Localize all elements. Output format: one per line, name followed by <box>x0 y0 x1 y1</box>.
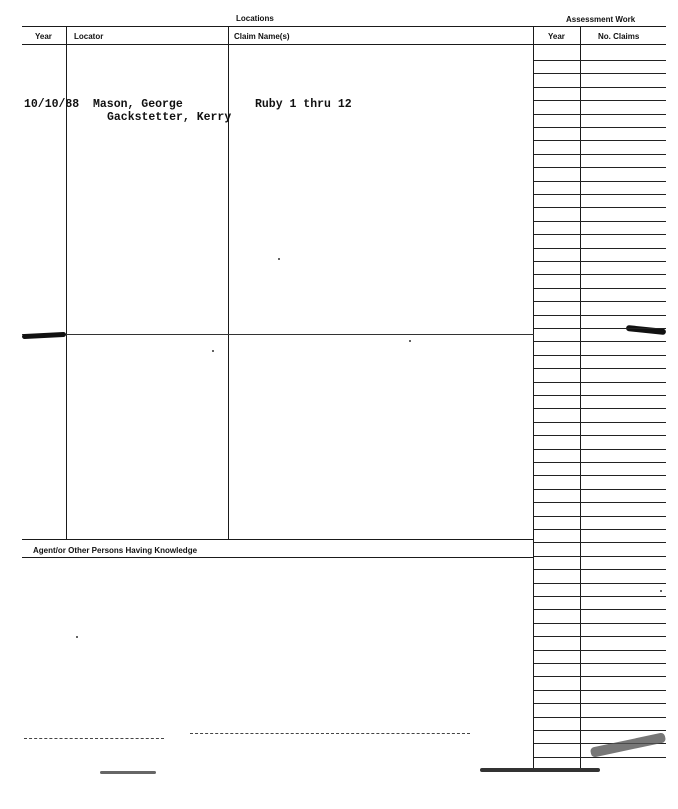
assessment-ruled-line <box>534 730 666 731</box>
col-header-assessment-year: Year <box>548 32 565 41</box>
scan-speck <box>212 350 214 352</box>
scan-noise-smear <box>100 771 156 774</box>
assessment-ruled-line <box>534 181 666 182</box>
assessment-ruled-line <box>534 663 666 664</box>
col-header-no-claims: No. Claims <box>598 32 640 41</box>
locations-title: Locations <box>236 14 274 23</box>
assessment-ruled-line <box>534 623 666 624</box>
assessment-ruled-line <box>534 542 666 543</box>
assessment-ruled-line <box>534 757 666 758</box>
scan-speck <box>409 340 411 342</box>
assessment-ruled-line <box>534 636 666 637</box>
assessment-ruled-line <box>534 261 666 262</box>
assessment-ruled-line <box>534 382 666 383</box>
assessment-ruled-line <box>534 596 666 597</box>
header-top-rule <box>22 26 666 27</box>
assessment-ruled-line <box>534 315 666 316</box>
assessment-ruled-line <box>534 690 666 691</box>
scan-noise-dashed-line <box>190 733 470 735</box>
assessment-ruled-line <box>534 127 666 128</box>
assessment-ruled-line <box>534 422 666 423</box>
header-bottom-rule <box>22 44 666 45</box>
assessment-ruled-line <box>534 355 666 356</box>
assessment-ruled-line <box>534 583 666 584</box>
assessment-work-title: Assessment Work <box>566 15 636 24</box>
assessment-ruled-line <box>534 114 666 115</box>
assessment-ruled-line <box>534 395 666 396</box>
assessment-ruled-line <box>534 449 666 450</box>
assessment-ruled-line <box>534 703 666 704</box>
assessment-ruled-line <box>534 288 666 289</box>
assessment-ruled-line <box>534 650 666 651</box>
col-header-locator: Locator <box>74 32 104 41</box>
assessment-ruled-line <box>534 516 666 517</box>
record-locator-1: Mason, George <box>93 98 183 111</box>
scan-noise-smear <box>590 732 666 758</box>
col-header-year: Year <box>35 32 52 41</box>
assessment-ruled-line <box>534 301 666 302</box>
record-year: 10/10/88 <box>24 98 80 111</box>
assessment-ruled-line <box>534 274 666 275</box>
assessment-ruled-line <box>534 609 666 610</box>
assessment-ruled-line <box>534 100 666 101</box>
scan-speck <box>76 636 78 638</box>
assessment-ruled-line <box>534 248 666 249</box>
assessment-ruled-line <box>534 328 666 329</box>
assessment-ruled-line <box>534 73 666 74</box>
scan-speck <box>278 258 280 260</box>
assessment-ruled-line <box>534 435 666 436</box>
assessment-ruled-line <box>534 368 666 369</box>
scan-speck <box>660 590 662 592</box>
divider-assess-year-count <box>580 26 581 772</box>
assessment-ruled-line <box>534 341 666 342</box>
divider-claims-assessment <box>533 26 534 772</box>
locations-mid-rule <box>22 334 534 335</box>
assessment-ruled-line <box>534 194 666 195</box>
col-header-claim-names: Claim Name(s) <box>234 32 290 41</box>
locations-bottom-rule <box>22 539 534 540</box>
assessment-ruled-line <box>534 489 666 490</box>
scan-smudge-right <box>626 325 666 335</box>
assessment-ruled-line <box>534 529 666 530</box>
assessment-ruled-line <box>534 717 666 718</box>
assessment-ruled-line <box>534 154 666 155</box>
record-locator-2: Gackstetter, Kerry <box>107 111 232 124</box>
assessment-ruled-line <box>534 87 666 88</box>
assessment-ruled-line <box>534 569 666 570</box>
scan-smudge-left <box>22 332 66 339</box>
assessment-ruled-line <box>534 408 666 409</box>
agent-section-rule <box>22 557 534 558</box>
assessment-ruled-line <box>534 502 666 503</box>
assessment-ruled-line <box>534 462 666 463</box>
divider-locator-claims <box>228 26 229 539</box>
assessment-ruled-line <box>534 234 666 235</box>
assessment-ruled-line <box>534 60 666 61</box>
assessment-ruled-line <box>534 676 666 677</box>
assessment-ruled-line <box>534 167 666 168</box>
assessment-ruled-line <box>534 475 666 476</box>
assessment-ruled-line <box>534 140 666 141</box>
assessment-ruled-line <box>534 221 666 222</box>
assessment-ruled-line <box>534 556 666 557</box>
assessment-ruled-line <box>534 207 666 208</box>
scan-noise-dashed-line <box>24 738 164 740</box>
scan-noise-smear <box>480 768 600 772</box>
record-claim-names: Ruby 1 thru 12 <box>255 98 352 111</box>
agent-section-label: Agent/or Other Persons Having Knowledge <box>33 546 198 555</box>
